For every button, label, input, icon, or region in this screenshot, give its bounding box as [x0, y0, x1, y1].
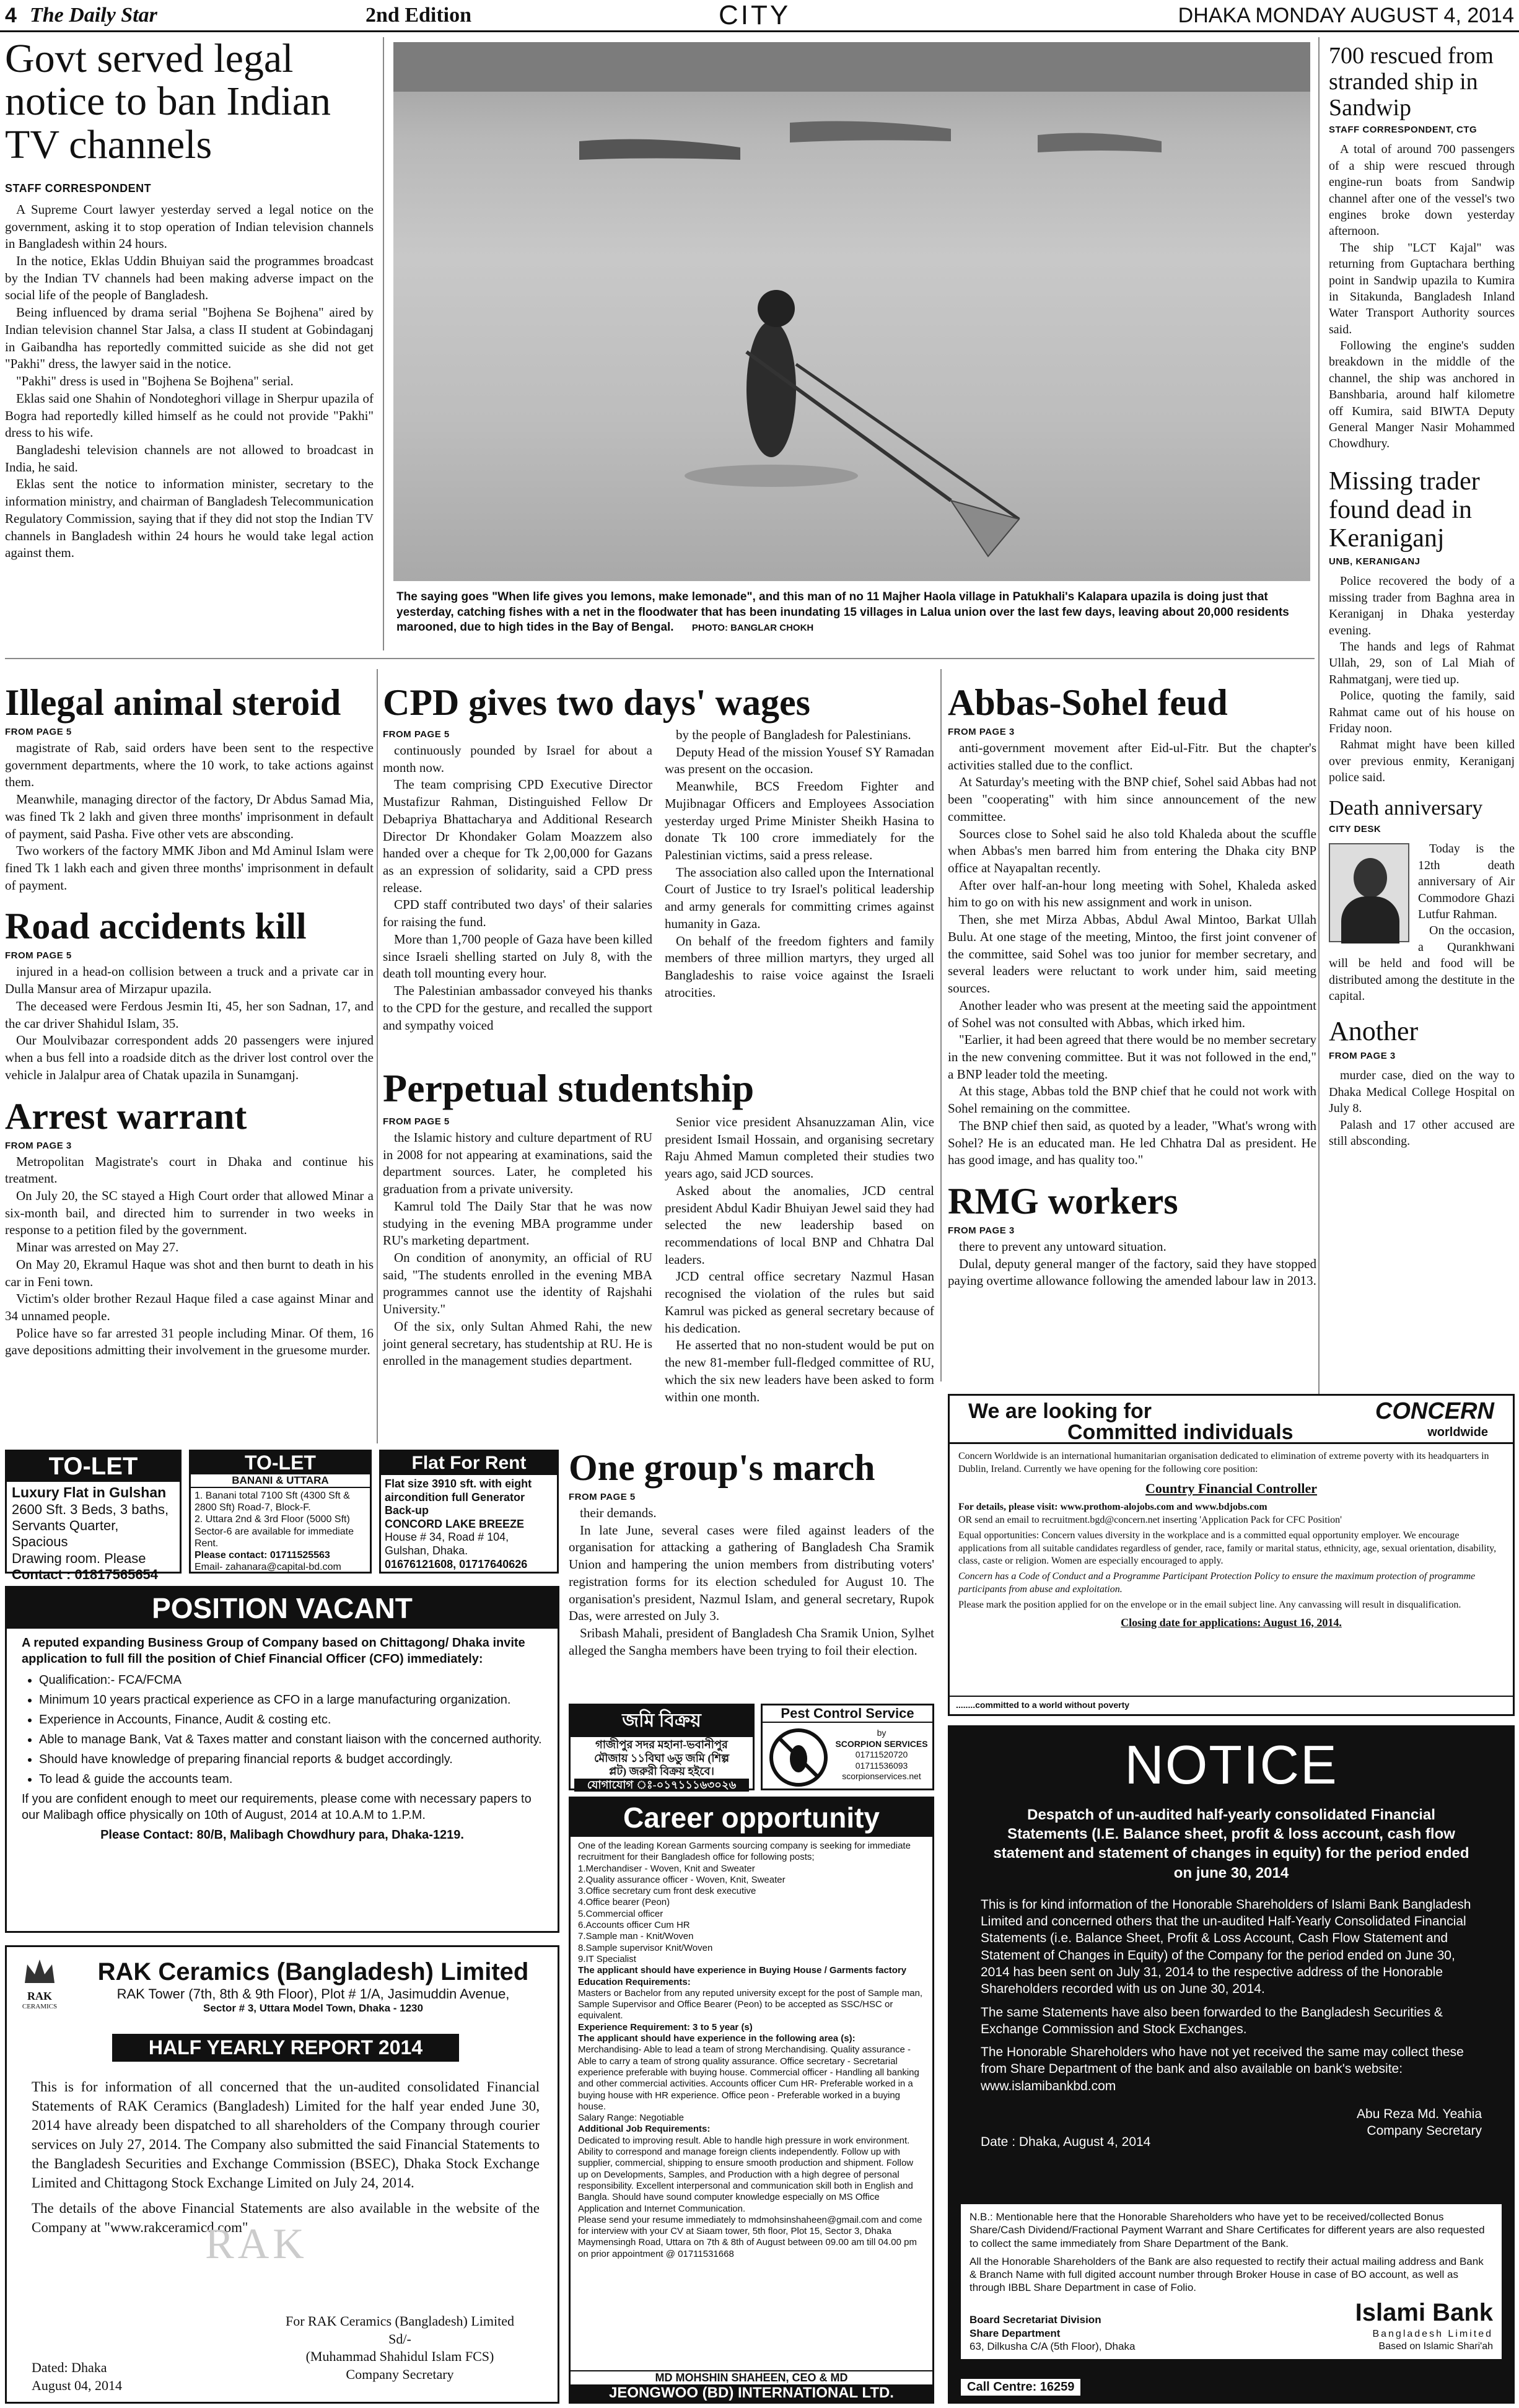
story-road-accidents [5, 905, 374, 1084]
ad-title: Pest Control Service [763, 1705, 932, 1723]
list-item: 7.Sample man - Knit/Woven [578, 1931, 694, 1942]
paragraph: After over half-an-hour long meeting with Sohel, Khaleda asked him to go on with his new assignment and work in unison. [948, 877, 1316, 910]
headline: Abbas-Sohel feud [948, 682, 1228, 723]
dateline: DHAKA MONDAY AUGUST 4, 2014 [1178, 4, 1514, 27]
paragraph: murder case, died on the way to Dhaka Medical College Hospital on July 8. [1329, 1069, 1515, 1116]
column-rule [1318, 37, 1320, 1536]
concern-logo: CONCERN [1375, 1398, 1494, 1424]
ad-islami-bank-notice [948, 1725, 1515, 2404]
list-item: • To lead & guide the accounts team. [39, 1771, 543, 1787]
jump-line: FROM PAGE 3 [948, 727, 1015, 737]
paragraph: All the Honorable Shareholders of the Bank are also requested to rectify their actual mailing address and Bank & Branch Name with full digited account number through Broker House in case of BO account, as well as through IBBL Share Department in case of Folio. [970, 2255, 1484, 2294]
ad-pest-control [761, 1704, 934, 1790]
paragraph: Palash and 17 other accused are still absconding. [1329, 1118, 1515, 1148]
ad-title: TO-LET [7, 1451, 180, 1482]
paragraph: Senior vice president Ahsanuzzaman Alin, vice president Ismail Hossain, and organising secretary Raju Ahmed Mamun completed their studies two years ago, said JCD sources. [665, 1114, 934, 1181]
ad-body [381, 1475, 557, 1574]
notice-date: Date : Dhaka, August 4, 2014 [981, 2134, 1151, 2149]
paragraph: magistrate of Rab, said orders have been sent to the respective government departments, where the 10 work, to take actions against them. [5, 740, 374, 790]
ad-outro: If you are confident enough to meet our requirements, please come with necessary papers to our Malibagh office physically on 10th of August, 2014 at 10.A.M to 1.P.M. [22, 1792, 532, 1822]
paragraph: Another leader who was present at the meeting said the appointment of Sohel was not consulted with Abbas, which irked him. [948, 997, 1316, 1030]
story-columns [383, 727, 934, 1034]
ad-position-vacant [5, 1586, 559, 1933]
paragraph: More than 1,700 people of Gaza have been killed since Israeli shelling started on July 8, with the death toll mounting every hour. [383, 931, 652, 981]
ad-text: Masters or Bachelor from any reputed university except for the post of Sample man, Sample Supervisor and Office Bearer (Peon) to be accepted as SSC/HSC or equivalent. [578, 1987, 923, 2021]
ad-body [191, 1488, 370, 1575]
address-line: RAK Tower (7th, 8th & 9th Floor), Plot # 1/A, Jasimuddin Avenue, [116, 1986, 510, 2002]
ad-line: 2. Uttara 2nd & 3rd Floor (5000 Sft) Sector-6 are available for immediate Rent. [195, 1514, 354, 1549]
paragraph: On May 20, Ekramul Haque was shot and then burnt to death in his car in Feni town. [5, 1256, 374, 1289]
paragraph: JCD central office secretary Nazmul Hasan recognised the violation of the rules but said Kamrul was picked as general secretary because of his dedication. [665, 1269, 934, 1336]
list-item: 5.Commercial officer [578, 1908, 663, 1919]
paragraph: The same Statements have also been forwarded to the Bangladesh Securities & Exchange Commission and Stock Exchanges. [981, 2005, 1443, 2036]
ad-text: Salary Range: Negotiable [578, 2112, 684, 2124]
headline: Perpetual studentship [383, 1066, 755, 1110]
headline: Arrest warrant [5, 1095, 247, 1137]
photo-caption [396, 590, 1310, 652]
ad-line: গাজীপুর সদর মহানা-ভবানীপুর [595, 1738, 728, 1751]
sign-line: Abu Reza Md. Yeahia [1357, 2107, 1482, 2122]
ad-title: We are looking for [968, 1399, 1152, 1423]
story-body [5, 1154, 374, 1360]
ad-web: scorpionservices.net [842, 1771, 921, 1781]
story-body [569, 1505, 934, 1659]
byline: UNB, KERANIGANJ [1329, 556, 1421, 567]
paragraph: Our Moulvibazar correspondent adds 20 passengers were injured when a bus fell into a roadside ditch as the driver lost control over the vehicle in Jalalpur area of Chatak upazila in Sunamganj. [5, 1033, 374, 1082]
paragraph: Police recovered the body of a missing trader from Baghna area in Keraniganj in Dhaka yesterday evening. [1329, 574, 1515, 637]
paragraph: This is for information of all concerned that the un-audited consolidated Financial Statements of RAK Ceramics (Bangladesh) Limited for the half year ended June 30, 2014 have already been dispatched to all shareholders of the Company through courier services on July 27, 2014. The Company also submitted the said Financial Statements to the Bangladesh Securities and Exchange Commission (BSEC), Dhaka Stock Exchange Limited and Chittagong Stock Exchange Limited on July 24, 2014. [32, 2079, 540, 2191]
ad-land-sale [569, 1704, 755, 1790]
paragraph: by the people of Bangladesh for Palestinians. [676, 727, 911, 742]
division-line: 63, Dilkusha C/A (5th Floor), Dhaka [970, 2340, 1136, 2352]
headline: Missing trader found dead in Keraniganj [1329, 466, 1480, 553]
ad-title: TO-LET [191, 1451, 370, 1474]
logo-text: RAK [27, 1990, 52, 2002]
paragraph: there to prevent any untoward situation. [959, 1239, 1167, 1254]
paragraph: Being influenced by drama serial "Bojhena Se Bojhena" aired by Indian television channel Star Jalsa, a class II student at Gobindaganj in Gaibandha has reportedly committed suicide as she did not get "Pakhi" dress, the lawyer said in the notice. [5, 305, 374, 372]
story-death-anniversary [1329, 797, 1515, 1004]
ad-subhead: Experience Requirement: 3 to 5 year (s) [578, 2021, 753, 2033]
ad-career-opportunity [569, 1797, 934, 2404]
ad-contact: যোগাযোগ ঃ-০১৭১১১৬৩০২৬ [574, 1779, 749, 1792]
headline: CPD gives two days' wages [383, 682, 810, 723]
jump-line: FROM PAGE 5 [569, 1492, 636, 1502]
paragraph: Kamrul told The Daily Star that he was now studying in the evening MBA programme under RU's marketing department. [383, 1198, 652, 1248]
rak-date [32, 2359, 122, 2394]
report-banner: HALF YEARLY REPORT 2014 [112, 2034, 459, 2062]
paragraph: A Supreme Court lawyer yesterday served a legal notice on the government, asking it to stop operation of Indian television channels in Bangladesh within 24 hours. [5, 201, 374, 252]
paragraph: In the notice, Eklas Uddin Bhuiyan said the programmes broadcast by the Indian TV channels had been making adverse impact on the social life of the people of Bangladesh. [5, 253, 374, 303]
column-rule [377, 669, 378, 1443]
paragraph: anti-government movement after Eid-ul-Fitr. But the chapter's activities stalled due to the conflict. [948, 740, 1316, 773]
rak-header [75, 1958, 551, 2015]
paragraph: Metropolitan Magistrate's court in Dhaka and continue his treatment. [5, 1154, 374, 1186]
list-item: 1.Merchandiser - Woven, Knit and Sweater [578, 1863, 755, 1874]
ad-phone: 01711536093 [855, 1760, 908, 1771]
portrait [1329, 843, 1409, 942]
ad-body [571, 1837, 932, 2264]
rak-logo [15, 1956, 64, 2018]
paragraph: The team comprising CPD Executive Director Mustafizur Rahman, Distinguished Fellow Dr Debapriya Bhattacharya and Additional Research Director Dr Khondaker Golam Moazzem also handed over a cheque for Tk 2,00,000 for Gazans as an expression of solidarity, said a CPD press release. [383, 777, 652, 895]
story-body [948, 1238, 1316, 1290]
division-line: Share Department [970, 2327, 1061, 2339]
ad-subhead: The applicant should have experience in Buying House / Garments factory [578, 1965, 907, 1976]
story-body [5, 201, 374, 562]
story-cpd [383, 681, 934, 1066]
ad-text: Please send your resume immediately to mdmohsinshaheen@gmail.com and come for interview with your CV at Siaam tower, 5th floor, Plot 15, Sector 3, Dhaka Maymensingh Road, Uttara on 7th & 8th of August between 09.00 am till 04.00 pm on prior appointment @ 01711531668 [578, 2214, 922, 2259]
masthead [0, 0, 1519, 32]
paragraph: Then, she met Mirza Abbas, Abdul Awal Mintoo, Barkat Ullah Bulu. At one stage of the meeting, Mintoo, the first joint convener of the committee, said Sohel was too junior for member secretary, and several leaders were reluctant to work under him, said meeting sources. [948, 912, 1316, 996]
story-arrest-warrant [5, 1095, 374, 1360]
ad-line: Drawing room. Please [12, 1550, 146, 1566]
paragraph: Minar was arrested on May 27. [16, 1240, 179, 1255]
ad-email: OR send an email to recruitment.bgd@concern.net inserting 'Application Pack for CFC Position' [958, 1514, 1342, 1525]
paragraph: Sources close to Sohel said he also told Khaleda about the scuffle when Abbas's men barred him from entering the Dhaka city BNP office at Nayapaltan recently. [948, 826, 1316, 876]
ad-tagline: ........committed to a world without poverty [950, 1696, 1513, 1714]
jump-line: FROM PAGE 5 [383, 729, 450, 740]
story-body [1329, 1067, 1515, 1149]
story-body [5, 963, 374, 1084]
paragraph: their demands. [580, 1505, 657, 1520]
paragraph: The deceased were Ferdous Jesmin Iti, 45, her son Sadnan, 17, and the car driver Shahidul Islam, 35. [5, 998, 374, 1031]
jump-line: FROM PAGE 3 [948, 1225, 1015, 1236]
ad-ceo: MD MOHSHIN SHAHEEN, CEO & MD [655, 2371, 848, 2384]
story-body [948, 740, 1316, 1169]
ad-text: Please mark the position applied for on the envelope or in the email subject line. Any canvassing will result in disqualification. [958, 1599, 1461, 1610]
ad-footer [571, 2370, 932, 2402]
concern-logo-sub: worldwide [1427, 1425, 1488, 1439]
ad-closing: Closing date for applications: August 16, 2014. [1121, 1616, 1342, 1629]
photo-credit: PHOTO: BANGLAR CHOKH [691, 623, 814, 634]
headline: Another [1329, 1016, 1419, 1047]
ad-line: মৌজায় ১১বিঘা ৬ডু জমি (শিল্প [593, 1751, 730, 1764]
concern-body [958, 1450, 1504, 1630]
ad-text: Equal opportunities: Concern values diversity in the workplace and is a committed equal opportunity employer. We encourage applications from all suitable candidates regardless of gender, race, family or marital status, ethnicity, age, sexual orientation, disability, class, caste or religion. Women are especially encouraged to apply. [958, 1530, 1497, 1567]
list-item: • Minimum 10 years practical experience as CFO in a large manufacturing organization. [39, 1692, 543, 1708]
bank-name: Islami Bank [1355, 2299, 1493, 2326]
ad-line: House # 34, Road # 104, Gulshan, Dhaka. [385, 1531, 509, 1557]
paragraph: Bangladeshi television channels are not allowed to broadcast in India, he said. [5, 442, 374, 475]
paragraph: The BNP chief then said, as quoted by a leader, "What's wrong with Sohel? He is an educated man. He led Chhatra Dal as president. He has good image, and has quality too." [948, 1118, 1316, 1168]
sign-line: Sd/- [388, 2331, 411, 2347]
ad-subhead: Additional Job Requirements: [578, 2124, 711, 2135]
headline: RMG workers [948, 1181, 1178, 1222]
paragraph: Eklas sent the notice to information minister, secretary to the information ministry, and chairman of Bangladesh Telecommunication Regulatory Commission, saying that if they did not stop the Indian TV channels in Bangladesh within 24 hours he would take legal action against them. [5, 476, 374, 561]
ad-concern [948, 1394, 1515, 1716]
ad-text: Dedicated to improving result. Able to handle high pressure in work environment. Ability to correspond and manage foreign clients independently. Follow up with supplier, commercial, shipping to ensure smooth production and shipment. Follow up on Developments, Samples, and Production with a high degree of personal responsibility. Excellent interpersonal and communication skill both in English and Bangla. Should have sound computer knowledge especially on MS Office Application and Internet Communication. [578, 2135, 914, 2214]
ad-rak-ceramics [5, 1945, 559, 2404]
story-rmg [948, 1180, 1316, 1385]
paragraph: Meanwhile, BCS Freedom Fighter and Mujibnagar Officers and Employees Association yesterday urged Prime Minister Sheikh Hasina to donate Tk 100 crore immediately for the Palestinian victims, said a press release. [665, 779, 934, 863]
concern-header [950, 1396, 1513, 1444]
section-name: CITY [719, 0, 791, 30]
story-columns [383, 1114, 934, 1406]
ad-line: 2600 Sft. 3 Beds, 3 baths, [12, 1501, 169, 1517]
paragraph: Eklas said one Shahin of Nondoteghori village in Sherpur upazila of Bogra had reportedly killed himself as he could not provide "Pakhi" dress to his wife. [5, 390, 374, 440]
no-bug-icon [768, 1727, 830, 1788]
ad-title: জমি বিক্রয় [571, 1705, 753, 1737]
paragraph: Deputy Head of the mission Yousef SY Ramadan was present on the occasion. [665, 744, 934, 777]
paragraph: the Islamic history and culture department of RU in 2008 for not appearing at examinations, said the department sources. Later, he completed his graduation from a private university. [383, 1130, 652, 1197]
ad-contact: 01676121608, 01717640626 [385, 1557, 528, 1570]
ad-position: Country Financial Controller [1145, 1480, 1318, 1496]
paragraph: Asked about the anomalies, JCD central president Abdul Kadir Bhuiyan Jewel said they had selected the new leadership based on recommendations of local BNP and Chhatra Dal leaders. [665, 1183, 934, 1267]
ad-contact: Please Contact: 80/B, Malibagh Chowdhury para, Dhaka-1219. [100, 1828, 464, 1842]
ad-title: NOTICE [1124, 1734, 1338, 1795]
ad-line: by [877, 1728, 886, 1738]
headline: Illegal animal steroid [5, 682, 341, 723]
paragraph: The association also called upon the International Court of Justice to try Israel's political leadership and army generals for committing crimes against humanity in Gaza. [665, 864, 934, 931]
story-body [383, 1129, 652, 1370]
paragraph: Meanwhile, managing director of the factory, Dr Abdus Samad Mia, was fined Tk 2 lakh and given three months' imprisonment in default of payment, said Pasha. Five other vets are absconding. [5, 792, 374, 841]
ad-email: Email- zahanara@capital-bd.com [195, 1562, 341, 1573]
flood-photo [393, 42, 1310, 581]
paragraph: Victim's older brother Rezaul Haque filed a case against Minar and 34 unnamed people. [5, 1291, 374, 1323]
paragraph: Dulal, deputy general manger of the factory, said they have stopped paying overtime allowance following the amended labour law in 2013. [948, 1256, 1316, 1289]
paragraph: At Saturday's meeting with the BNP chief, Sohel said Abbas had not been "cooperating" with him since announcement of the new committee. [948, 774, 1316, 824]
paragraph: On July 20, the SC stayed a High Court order that allowed Minar a six-month bail, and directed him to surrender in two weeks in response to a petition filed by the government. [5, 1188, 374, 1238]
story-body [383, 742, 652, 1034]
column-rule [940, 669, 942, 1381]
ad-phone: 01711520720 [855, 1749, 908, 1759]
list-item: 6.Accounts officer Cum HR [578, 1920, 690, 1931]
paragraph: "Earlier, it had been agreed that there would be no member secretary in the new convening committee. But it was not followed in the end," a BNP leader told the meeting. [948, 1032, 1316, 1082]
ad-title: Committed individuals [1067, 1421, 1294, 1444]
notice-body [950, 1883, 1513, 2150]
story-ship [1329, 43, 1515, 452]
caption-text: The saying goes "When life gives you lemons, make lemonade", and this man of no 11 Majher Haola village in Patukhali's Kalapara upazila is doing just that yesterday, catching fishes with a net in the floodwater that has been inundating 15 villages in Lalua union over the last few days, leaving about 20,000 residents marooned, due to high tides in the Bay of Bengal. [396, 590, 1289, 634]
bank-tagline: Based on Islamic Shari'ah [1378, 2341, 1493, 2352]
story-col [665, 727, 934, 1034]
paragraph: CPD staff contributed two days' of their salaries for raising the fund. [383, 897, 652, 930]
byline: CITY DESK [1329, 824, 1381, 835]
logo-subtext: CERAMICS [22, 2003, 58, 2010]
jump-line: FROM PAGE 3 [1329, 1051, 1396, 1062]
rak-watermark: RAK [205, 2220, 308, 2268]
jump-line: FROM PAGE 5 [5, 950, 72, 961]
rak-body [32, 2077, 540, 2237]
headline: 700 rescued from stranded ship in Sandwip [1329, 43, 1494, 121]
headline: Road accidents kill [5, 906, 307, 947]
jump-line: FROM PAGE 5 [383, 1116, 450, 1127]
ad-title: POSITION VACANT [7, 1588, 558, 1629]
ad-text: Concern has a Code of Conduct and a Programme Participant Protection Policy to ensure the maximum protection of programme participants from abuse and exploitation. [958, 1571, 1476, 1595]
paragraph: On condition of anonymity, an official of RU said, "The students enrolled in the evening MBA programmes cannot use the identity of Rajshahi University." [383, 1250, 652, 1317]
jump-line: FROM PAGE 5 [5, 727, 72, 737]
call-centre: Call Centre: 16259 [961, 2379, 1080, 2396]
paragraph: Today is the 12th death anniversary of Air Commodore Ghazi Lutfur Rahman. [1418, 842, 1515, 922]
fisherman-illustration [393, 42, 1310, 581]
list-item: • Able to manage Bank, Vat & Taxes matter and constant liaison with the concerned authority. [39, 1732, 543, 1748]
ad-title: Flat For Rent [381, 1451, 557, 1475]
paragraph: On the occasion, a Qurankhwani will be held and food will be distributed among the destitute in the capital. [1329, 924, 1515, 1003]
sign-line: (Muhammad Shahidul Islam FCS) [305, 2349, 494, 2365]
paragraph: On behalf of the freedom fighters and family members of three million martyrs, they urged all Bangladeshis to raise voice against the Israeli atrocities. [665, 933, 934, 1000]
paragraph: This is for kind information of the Honorable Shareholders of Islami Bank Bangladesh Limited and concerned others that the un-audited Half-Yearly Consolidated Financial Statements (i.e. Balance Sheet, Profit & Loss Account, Cash Flow Statement and Statement of Changes in Equity) of the Company for the period ended on June 30, 2014 has been sent on July 31, 2014 to the respective address of the Honorable Shareholders recorded with us on June 30, 2014. [981, 1897, 1471, 1997]
paragraph: In late June, several cases were filed against leaders of the organisation for attacking a gathering of Bangladesh Cha Sramik Union and hampering the union members from distributing voters' registration forms for its election scheduled for August 10. The organisation's president, Nazmul Islam, and general secretary, Rupok Das, were arrested on July 3. [569, 1522, 934, 1624]
byline: STAFF CORRESPONDENT, CTG [1329, 125, 1477, 136]
crown-icon [21, 1956, 58, 1987]
list-item: 9.IT Specialist [578, 1953, 636, 1964]
paragraph: continuously pounded by Israel for about a month now. [383, 743, 652, 775]
page-number: 4 [5, 4, 17, 27]
date-line: Dated: Dhaka [32, 2360, 107, 2375]
paragraph: The ship "LCT Kajal" was returning from Guptachara berthing point in Sandwip upazila to Kumira in Sitakunda, Bangladesh Inland Water Transport Authority sources said. [1329, 240, 1515, 336]
jump-line: FROM PAGE 3 [5, 1140, 72, 1151]
ad-line: প্লট) জরুরী বিক্রয় হইবে। [609, 1765, 714, 1778]
ad-line: Servants Quarter, Spacious [12, 1517, 119, 1550]
ad-company: SCORPION SERVICES [835, 1738, 928, 1749]
sign-line: For RAK Ceramics (Bangladesh) Limited [285, 2313, 514, 2329]
ad-contact: Contact : 01817565654 [12, 1567, 159, 1583]
ad-line: CONCORD LAKE BREEZE [385, 1517, 525, 1530]
ad-details: For details, please visit: www.prothom-alojobs.com and www.bdjobs.com [958, 1502, 1267, 1513]
company-name: RAK Ceramics (Bangladesh) Limited [97, 1958, 529, 1986]
ad-tolet-banani [189, 1450, 372, 1574]
ad-list [22, 1672, 543, 1787]
ad-flat-rent [379, 1450, 559, 1574]
ad-subtitle: BANANI & UTTARA [191, 1474, 370, 1488]
ad-company: JEONGWOO (BD) INTERNATIONAL LTD. [571, 2384, 932, 2402]
date-line: August 04, 2014 [32, 2377, 123, 2393]
notice-nb-box [961, 2204, 1502, 2359]
ad-body [571, 1737, 753, 1793]
paragraph: Police have so far arrested 31 people including Minar. Of them, 16 gave depositions admitting their involvement in the gruesome murder. [5, 1325, 374, 1358]
list-item: 4.Office bearer (Peon) [578, 1897, 670, 1908]
ad-subtitle: Despatch of un-audited half-yearly consolidated Financial Statements (I.E. Balance sheet, profit & loss account, cash flow statement and statement of changes in equity) for the period ended on june 30, 2014 [993, 1806, 1469, 1881]
sign-line: Company Secretary [1367, 2124, 1482, 2139]
column-left [5, 681, 374, 1443]
story-col [383, 727, 652, 1034]
story-col [665, 1114, 934, 1406]
paragraph: The details of the above Financial Statements are also available in the website of the Company at "www.rakceramicd.com" [32, 2200, 540, 2236]
column-rule [383, 37, 384, 650]
bank-name-sub: Bangladesh Limited [1372, 2329, 1493, 2339]
headline: Death anniversary [1329, 797, 1483, 820]
ad-intro: Concern Worldwide is an international humanitarian organisation dedicated to elimination of extreme poverty with its headquarters in Dublin, Ireland. Currently we have opening for the following core position: [958, 1451, 1489, 1474]
byline: STAFF CORRESPONDENT [5, 182, 152, 195]
story-indian-tv [5, 37, 374, 650]
story-group-march [569, 1447, 934, 1657]
paragraph: Of the six, only Sultan Ahmed Rahi, the new joint general secretary, has studentship at RU. He is enrolled in the management studies department. [383, 1318, 652, 1368]
ad-intro: A reputed expanding Business Group of Company based on Chittagong/ Dhaka invite application to full fill the position of Chief Financial Officer (CFO) immediately: [22, 1636, 525, 1666]
paragraph: Police, quoting the family, said Rahmat came out of his house on Friday noon. [1329, 689, 1515, 735]
paragraph: Two workers of the factory MMK Jibon and Md Aminul Islam were fined Tk 1 lakh each and given three months' imprisonment in default of payment. [5, 843, 374, 893]
story-body [1329, 573, 1515, 786]
ad-body [7, 1482, 180, 1586]
ad-line: Luxury Flat in Gulshan [12, 1484, 167, 1500]
ad-line: 1. Banani total 7100 Sft (4300 Sft & 2800 Sft) Road-7, Block-F. [195, 1491, 350, 1513]
paragraph: At this stage, Abbas told the BNP chief that he could not work with Sohel remaining on the committee. [948, 1084, 1316, 1116]
paragraph: Sribash Mahali, president of Bangladesh Cha Sramik Union, Sylhet alleged the Sangha members have been trying to foil their election. [569, 1626, 934, 1658]
ad-subhead: The applicant should have experience in the following area (s): [578, 2033, 856, 2044]
paragraph: A total of around 700 passengers of a ship were rescued through engine-run boats from Sandwip channel after one of the vessel's two engines broke down yesterday afternoon. [1329, 142, 1515, 239]
paragraph: The Palestinian ambassador conveyed his thanks to the CPD for the gesture, and recalled the support and sympathy voiced [383, 983, 652, 1033]
ad-line: Flat size 3910 sft. with eight aircondition full Generator Back-up [385, 1478, 532, 1517]
headline: One group's march [569, 1447, 875, 1488]
bank-logo [1355, 2297, 1493, 2353]
ad-contact: Please contact: 01711525563 [195, 1549, 330, 1561]
ad-subhead: Education Requirements: [578, 1976, 691, 1987]
paragraph: The hands and legs of Rahmat Ullah, 29, son of Lal Miah of Rahmatganj, were tied up. [1329, 639, 1515, 686]
rak-signature [286, 2313, 514, 2383]
pest-details [832, 1728, 931, 1782]
story-trader [1329, 467, 1515, 786]
paragraph: Rahmat might have been killed over previous enmity, Keraniganj police said. [1329, 738, 1515, 785]
story-body [5, 740, 374, 894]
paragraph: He asserted that no non-student would be put on the new 81-member full-fledged committee of RU, which the six new leaders have been asked to form within one month. [665, 1338, 934, 1404]
list-item: • Experience in Accounts, Finance, Audit & costing etc. [39, 1712, 543, 1728]
list-item: • Should have knowledge of preparing financial reports & budget accordingly. [39, 1751, 543, 1767]
story-abbas-sohel [948, 681, 1316, 1177]
sign-line: Company Secretary [346, 2366, 454, 2382]
section-rule [5, 658, 1315, 659]
paragraph: The Honorable Shareholders who have not yet received the same may collect these from Share Department of the bank and also available on bank's website: www.islamibankbd.com [981, 2045, 1464, 2093]
edition: 2nd Edition [366, 4, 472, 27]
list-item: 8.Sample supervisor Knit/Woven [578, 1942, 713, 1953]
paper-name: The Daily Star [30, 4, 157, 27]
list-item: 2.Quality assurance officer - Woven, Knit, Sweater [578, 1874, 786, 1885]
list-item: 3.Office secretary cum front desk executive [578, 1886, 756, 1897]
story-another [1329, 1015, 1515, 1149]
story-studentship [383, 1066, 934, 1450]
ad-tolet-gulshan [5, 1450, 182, 1583]
story-body [1329, 141, 1515, 452]
paragraph: injured in a head-on collision between a truck and a private car in Dulla Mansur area of Mirzapur upazila. [5, 964, 374, 997]
notice-division [970, 2313, 1135, 2353]
headline: Govt served legal notice to ban Indian TV channels [5, 36, 331, 167]
paragraph: N.B.: Mentionable here that the Honorable Shareholders who have yet to be received/collected Bonus Share/Cash Dividend/Fractional Payment Warrant and Share Certificates for different years are also requested to collect the same immediately from Share Department of the Bank. [970, 2211, 1485, 2249]
address-line: Sector # 3, Uttara Model Town, Dhaka - 1230 [203, 2002, 423, 2014]
story-col [383, 1114, 652, 1406]
paragraph: Following the engine's sudden breakdown in the middle of the channel, the ship was anchored in Banshbaria, around half kilometre off Kumira, said BIWTA Deputy General Manger Nasir Mohammed Chowdhury. [1329, 339, 1515, 451]
ad-title: Career opportunity [571, 1798, 932, 1837]
list-item: • Qualification:- FCA/FCMA [39, 1672, 543, 1688]
story-steroid [5, 681, 374, 894]
ad-body [7, 1629, 558, 1849]
ad-intro: One of the leading Korean Garments sourcing company is seeking for immediate recruitment for their Bangladesh office for following posts; [578, 1841, 911, 1863]
paragraph: "Pakhi" dress is used in "Bojhena Se Bojhena" serial. [16, 374, 294, 389]
ad-text: Merchandising- Able to lead a team of strong Merchandising. Quality assurance - Able to carry a team of strong quality assurance. Office secretary - Secretarial experience preferable with buying house. Commercial officer - Handling all banking and other commercial activities. Accounts officer Cum HR- Preferable worked in a buying house with HR experience. Office peon - Preferable worked in a buying house. [578, 2044, 919, 2112]
division-line: Board Secretariat Division [970, 2314, 1101, 2326]
right-rail [1329, 43, 1515, 1530]
